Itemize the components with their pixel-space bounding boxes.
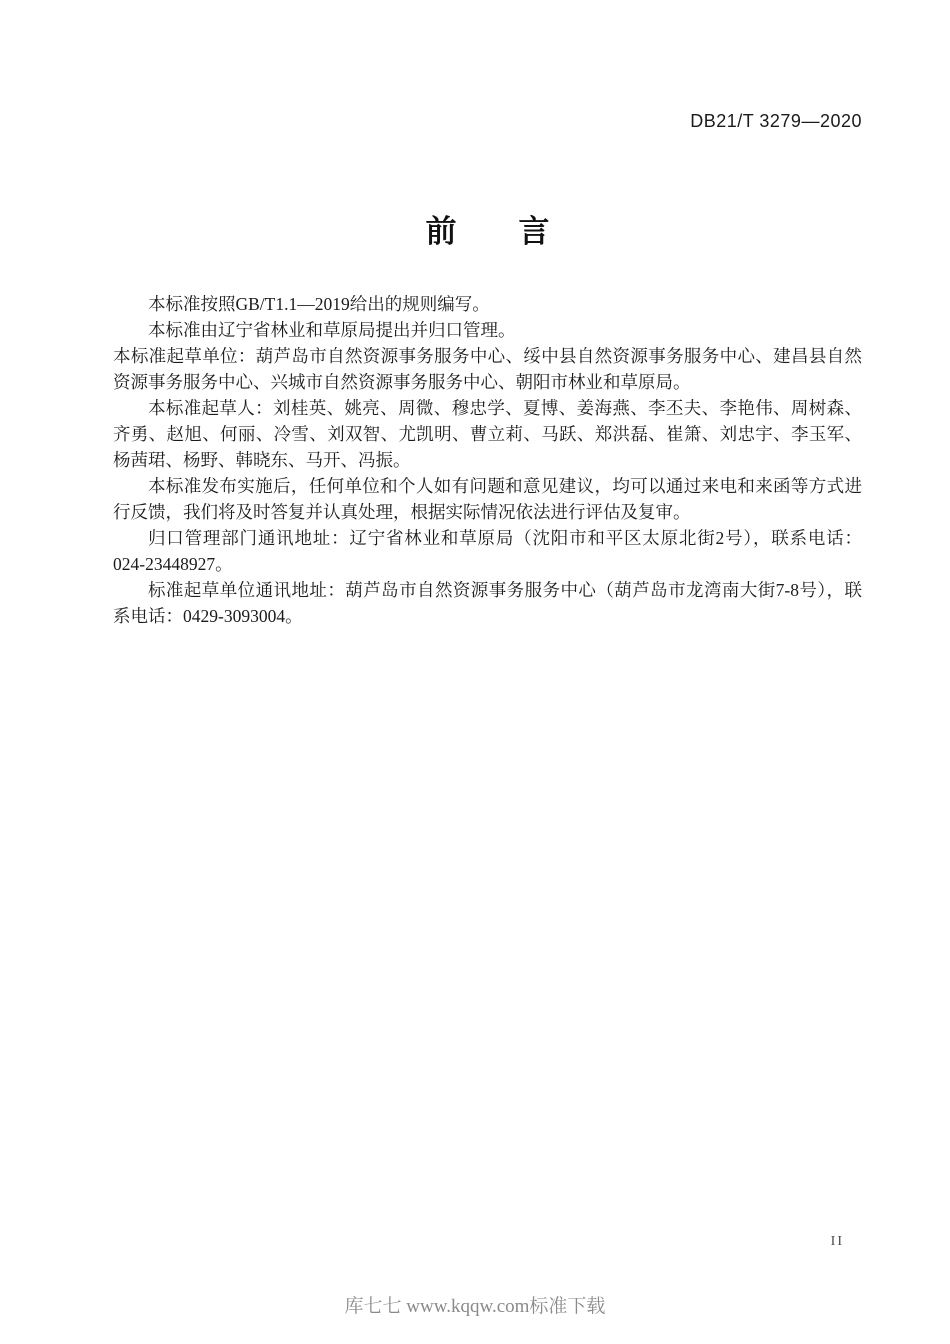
page-number: II (830, 1234, 844, 1249)
paragraph-drafters: 本标准起草人：刘桂英、姚亮、周微、穆忠学、夏博、姜海燕、李丕夫、李艳伟、周树森、齐勇、赵旭、何丽、冷雪、刘双智、尤凯明、曹立莉、马跃、郑洪磊、崔箫、刘忠宇、李玉军、杨茜珺、杨野、韩晓东、马开、冯振。 (113, 398, 862, 470)
paragraph-drafting-units: 本标准起草单位：葫芦岛市自然资源事务服务中心、绥中县自然资源事务服务中心、建昌县自然资源事务服务中心、兴城市自然资源事务服务中心、朝阳市林业和草原局。 (113, 346, 862, 392)
foreword-body (113, 291, 862, 629)
paragraph-draft-contact: 标准起草单位通讯地址：葫芦岛市自然资源事务服务中心（葫芦岛市龙湾南大街7-8号），联系电话：0429-3093004。 (113, 580, 862, 626)
page-title: 前 言 (425, 214, 550, 249)
paragraph-proposed-by: 本标准由辽宁省林业和草原局提出并归口管理。 (148, 320, 516, 340)
paragraph-feedback: 本标准发布实施后，任何单位和个人如有问题和意见建议，均可以通过来电和来函等方式进行反馈，我们将及时答复并认真处理，根据实际情况依法进行评估及复审。 (113, 476, 862, 522)
watermark-text: 库七七 www.kqqw.com标准下载 (344, 1296, 606, 1317)
paragraph-rules-basis: 本标准按照GB/T1.1—2019给出的规则编写。 (148, 294, 490, 314)
paragraph-admin-contact: 归口管理部门通讯地址：辽宁省林业和草原局（沈阳市和平区太原北街2号），联系电话：024-23448927。 (113, 528, 862, 574)
standard-code-header: DB21/T 3279—2020 (690, 111, 862, 131)
